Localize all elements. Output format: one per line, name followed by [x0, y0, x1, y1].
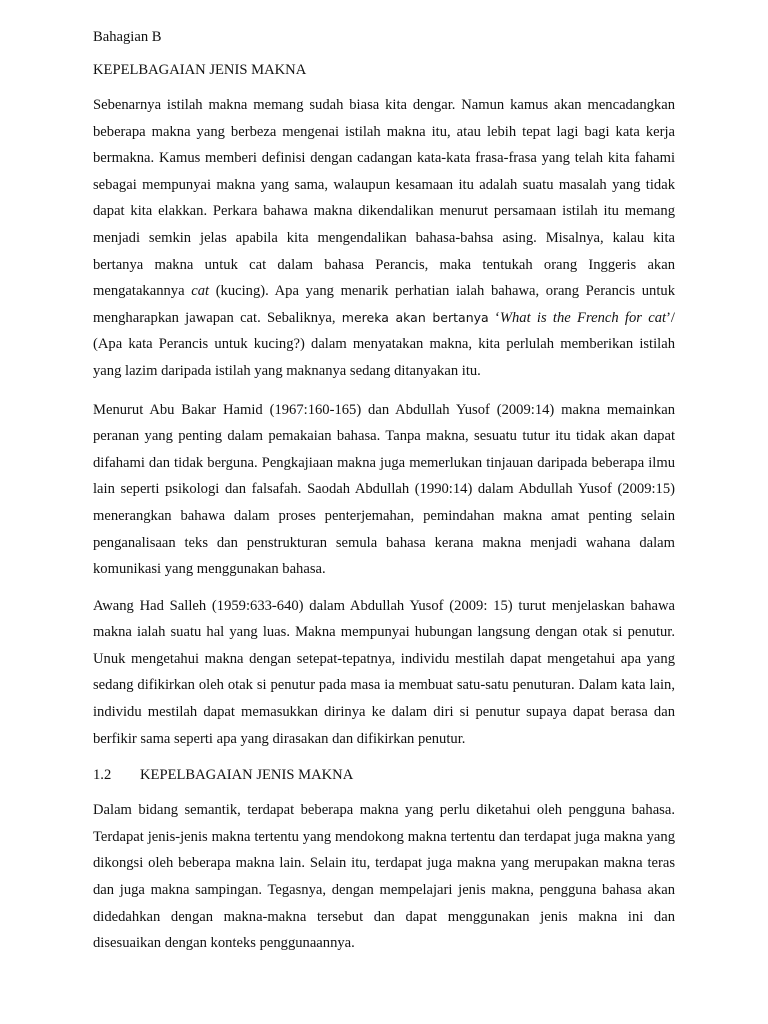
paragraph-1	[93, 92, 675, 385]
paragraph-1-text-a: Sebenarnya istilah makna memang sudah biasa kita dengar. Namun kamus akan mencadangkan beberapa makna yang berbeza mengenai istilah makna itu, atau lebih tepat lagi bagi kata kerja bermakna. Kamus memberi definisi dengan cadangan kata-kata frasa-frasa yang telah kita fahami sebagai mempunyai makna yang sama, walaupun kesamaan itu adalah suatu masalah yang tidak dapat kita elakkan. Perkara bahawa makna dikendalikan menurut persamaan istilah itu memang menjadi semkin jelas apabila kita mengendalikan bahasa-bahsa asing. Misalnya, kalau kita bertanya makna untuk cat dalam bahasa Perancis, maka tentukah orang Inggeris akan mengatakannya	[93, 97, 675, 300]
subsection-number: 1.2	[93, 767, 112, 784]
paragraph-1-text-b: (kucing). Apa yang menarik perhatian ialah bahawa, orang Perancis untuk mengharapkan jawapan cat. Sebaliknya,	[93, 283, 675, 326]
section-title: KEPELBAGAIAN JENIS MAKNA	[93, 62, 307, 78]
part-label: Bahagian B	[93, 29, 162, 45]
paragraph-1-italic-cat: cat	[191, 283, 210, 300]
subsection-heading	[93, 762, 675, 788]
paragraph-2: Menurut Abu Bakar Hamid (1967:160-165) dan Abdullah Yusof (2009:14) makna memainkan peranan yang penting dalam pemakaian bahasa. Tanpa makna, sesuatu tutur itu tidak akan dapat difahami dan tidak berguna. Pengkajiaan makna juga memerlukan tinjauan daripada beberapa ilmu lain seperti psikologi dan falsafah. Saodah Abdullah (1990:14) dalam Abdullah Yusof (2009:15) menerangkan bahawa dalam proses penterjemahan, pemindahan makna amat penting selain penganalisaan teks dan penstrukturan semula bahasa kerana makna menjadi wahana dalam komunikasi yang menggunakan bahasa.	[93, 401, 675, 578]
paragraph-1-italic-question: What is the French for cat	[499, 309, 667, 326]
paragraph-3: Awang Had Salleh (1959:633-640) dalam Abdullah Yusof (2009: 15) turut menjelaskan bahawa makna ialah suatu hal yang luas. Makna mempunyai hubungan langsung dengan otak si penutur. Unuk mengetahui makna dengan setepat-tepatnya, individu mestilah dapat mengetahui apa yang sedang difikirkan oleh otak si penutur pada masa ia membuat satu-satu penuturan. Dalam kata lain, individu mestilah dapat memasukkan dirinya ke dalam diri si penutur supaya dapat berasa dan berfikir sama seperti apa yang dirasakan dan difikirkan penutur.	[93, 597, 675, 747]
paragraph-1-sans-inline: mereka akan bertanya	[341, 309, 489, 325]
document-body	[93, 27, 675, 957]
paragraph-1-text-d: ’/ (Apa kata Perancis untuk kucing?) dalam menyatakan makna, kita perlulah memberikan istilah yang lazim daripada istilah yang maknanya sedang ditanyakan itu.	[93, 309, 675, 379]
subsection-title: KEPELBAGAIAN JENIS MAKNA	[140, 767, 354, 784]
paragraph-1-text-c: ‘	[488, 309, 500, 326]
paragraph-4: Dalam bidang semantik, terdapat beberapa makna yang perlu diketahui oleh pengguna bahasa. Terdapat jenis-jenis makna tertentu yang mendokong makna tertentu dan terdapat juga makna yang dikongsi oleh beberapa makna lain. Selain itu, terdapat juga makna yang merupakan makna teras dan juga makna sampingan. Tegasnya, dengan mempelajari jenis makna, pengguna bahasa akan didedahkan dengan makna-makna tersebut dan dapat menggunakan jenis makna ini dan disesuaikan dengan konteks penggunaannya.	[93, 802, 675, 952]
